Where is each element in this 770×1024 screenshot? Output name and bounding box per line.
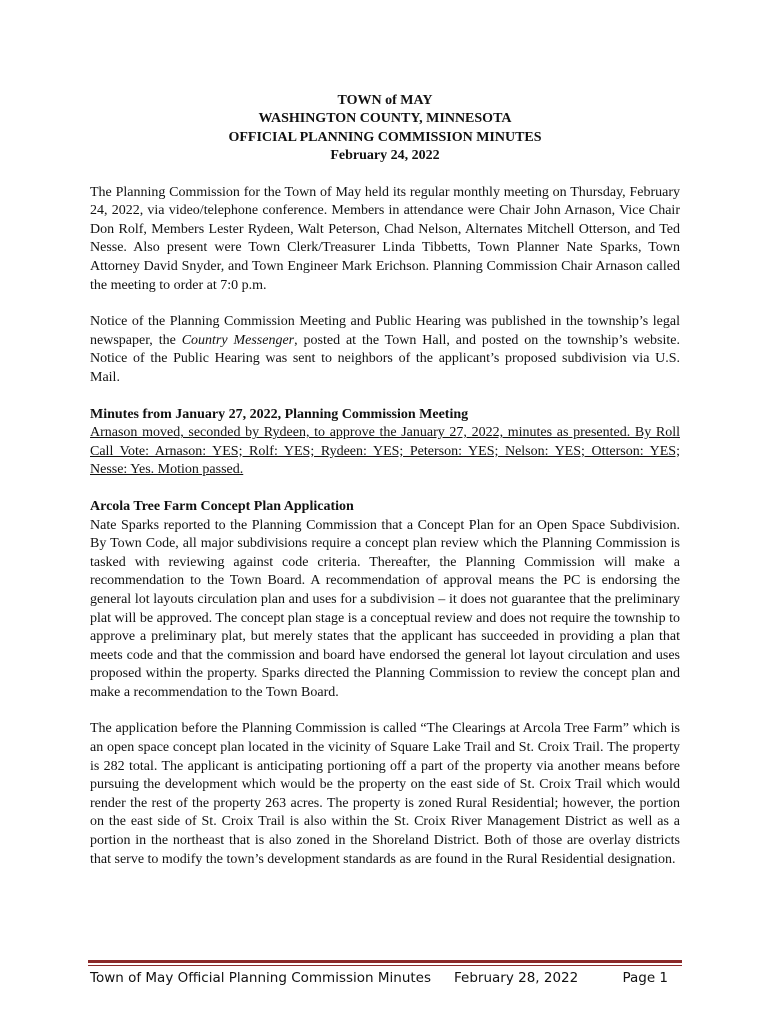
header-date: February 24, 2022 xyxy=(330,148,440,164)
footer-title: Town of May Official Planning Commission Minutes xyxy=(90,970,432,986)
minutes-heading: Minutes from January 27, 2022, Planning Commission Meeting xyxy=(90,406,469,422)
footer-rule-thick xyxy=(88,960,682,963)
document-body xyxy=(90,92,680,887)
newspaper-name: Country Messenger xyxy=(181,332,295,348)
arcola-section xyxy=(90,498,680,703)
intro-paragraph: The Planning Commission for the Town of May held its regular monthly meeting on Thursday, February 24, 2022, via video/telephone conference. Members in attendance were Chair John Arnason, Vice Chair Don Rolf, Members Lester Rydeen, Walt Peterson, Chad Nelson, Alternates Mitchell Otterson, and Ted Nesse. Also present were Town Clerk/Treasurer Linda Tibbetts, Town Planner Nate Sparks, Town Attorney David Snyder, and Town Engineer Mark Erichson. Planning Commission Chair Arnason called the meeting to order at 7:0 p.m. xyxy=(90,184,680,293)
minutes-motion: Arnason moved, seconded by Rydeen, to approve the January 27, 2022, minutes as presented. By Roll Call Vote: Arnason: YES; Rolf: YES; Rydeen: YES; Peterson: YES; Nelson: YES; Otterson: YES; Nesse: Yes. Motion passed. xyxy=(90,425,680,478)
application-paragraph: The application before the Planning Commission is called “The Clearings at Arcola Tree Farm” which is an open space concept plan located in the vicinity of Square Lake Trail and St. Croix Trail. The property is 282 total. The applicant is anticipating portioning off a part of the property via another means before pursuing the development which would be the property on the east side of St. Croix Trail which would render the rest of the property 263 acres. The property is zoned Rural Residential; however, the portion on the east side of St. Croix Trail is also within the St. Croix River Management District as well as a portion in the northeast that is also zoned in the Shoreland District. Both of those are overlay districts that serve to modify the town’s development standards as are found in the Rural Residential designation. xyxy=(90,721,680,867)
footer-date: February 28, 2022 xyxy=(454,970,579,986)
notice-text-after: , posted at the Town Hall, and posted on the township’s website. Notice of the Public Hearing was sent to neighbors of the applicant’s proposed subdivision via U.S. Mail. xyxy=(90,332,681,385)
header-town: TOWN of MAY xyxy=(337,93,433,108)
header-county: WASHINGTON COUNTY, MINNESOTA xyxy=(258,111,512,127)
header-title: OFFICIAL PLANNING COMMISSION MINUTES xyxy=(228,129,542,145)
footer-page-number: Page 1 xyxy=(622,970,668,986)
document-header xyxy=(90,92,680,166)
minutes-section xyxy=(90,406,680,480)
arcola-heading: Arcola Tree Farm Concept Plan Application xyxy=(90,498,354,514)
notice-paragraph xyxy=(90,313,680,387)
notice-text-before: Notice of the Planning Commission Meeting and Public Hearing was published in the township’s legal newspaper, the xyxy=(90,314,680,348)
footer-rule-thin xyxy=(88,965,682,966)
arcola-body: Nate Sparks reported to the Planning Commission that a Concept Plan for an Open Space Subdivision. By Town Code, all major subdivisions require a concept plan review which the Planning Commission is tasked with reviewing against code criteria. Thereafter, the Planning Commission will make a recommendation to the Town Board. A recommendation of approval means the PC is endorsing the general lot layouts circulation plan and uses for a subdivision – it does not guarantee that the preliminary plat will be approved. The concept plan stage is a conceptual review and does not require the township to approve a preliminary plat, but merely states that the applicant has succeeded in providing a plan that meets code and that the commission and board have endorsed the general lot layout circulation and uses proposed within the property. Sparks directed the Planning Commission to review the concept plan and make a recommendation to the Town Board. xyxy=(90,517,680,700)
page-footer xyxy=(90,970,668,992)
